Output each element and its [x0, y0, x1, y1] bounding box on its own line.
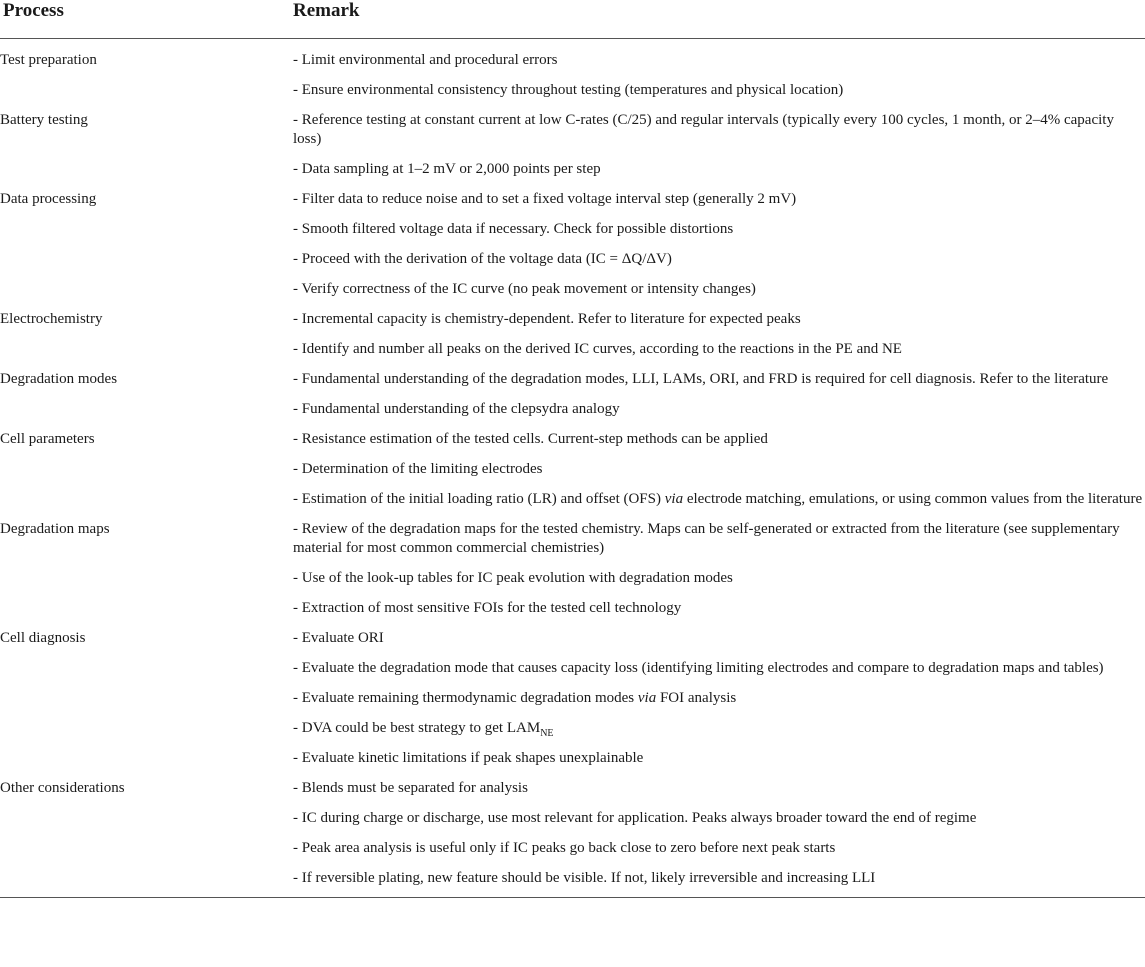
process-cell: Data processing [0, 191, 97, 207]
process-cell: Cell diagnosis [0, 630, 86, 646]
remark-cell: - Incremental capacity is chemistry-dependent. Refer to literature for expected peaks [293, 311, 801, 327]
remark-cell: - Limit environmental and procedural errors [293, 52, 558, 68]
table-row [0, 594, 1145, 624]
table-row [0, 335, 1145, 365]
process-cell-empty [0, 275, 293, 305]
table-row [0, 774, 1145, 804]
process-cell-empty [0, 455, 293, 485]
remark-cell: - Proceed with the derivation of the voltage data (IC = ΔQ/ΔV) [293, 251, 672, 267]
table-row [0, 804, 1145, 834]
process-cell-empty [0, 804, 293, 834]
remark-cell: - Estimation of the initial loading ratio (LR) and offset (OFS) via electrode matching, emulations, or using common values from the literature [293, 491, 1143, 507]
header-remark: Remark [293, 0, 1145, 39]
process-cell-empty [0, 245, 293, 275]
remark-cell: - Review of the degradation maps for the tested chemistry. Maps can be self-generated or extracted from the literature (see supplementary material for most common commercial chemistries) [293, 521, 1120, 556]
remark-cell: - Peak area analysis is useful only if IC peaks go back close to zero before next peak starts [293, 840, 836, 856]
table-row [0, 425, 1145, 455]
process-cell-empty [0, 684, 293, 714]
remark-cell: - IC during charge or discharge, use most relevant for application. Peaks always broader toward the end of regime [293, 810, 977, 826]
table-row [0, 485, 1145, 515]
process-cell-empty [0, 335, 293, 365]
process-cell-empty [0, 714, 293, 744]
table-row [0, 684, 1145, 714]
process-cell: Degradation maps [0, 521, 110, 537]
remark-cell: - Extraction of most sensitive FOIs for the tested cell technology [293, 600, 682, 616]
remark-cell: - Evaluate remaining thermodynamic degradation modes via FOI analysis [293, 690, 737, 706]
process-cell: Test preparation [0, 52, 97, 68]
process-cell-empty [0, 155, 293, 185]
table-row [0, 39, 1145, 77]
remark-cell: - Use of the look-up tables for IC peak evolution with degradation modes [293, 570, 733, 586]
table-row [0, 564, 1145, 594]
table-body [0, 39, 1145, 895]
remark-cell: - Ensure environmental consistency throughout testing (temperatures and physical location) [293, 82, 844, 98]
process-cell-empty [0, 594, 293, 624]
remark-cell: - Data sampling at 1–2 mV or 2,000 points per step [293, 161, 601, 177]
table-row [0, 76, 1145, 106]
process-cell: Battery testing [0, 112, 88, 128]
process-cell-empty [0, 76, 293, 106]
remark-cell: - Determination of the limiting electrodes [293, 461, 543, 477]
table-row [0, 215, 1145, 245]
process-cell: Degradation modes [0, 371, 118, 387]
process-cell-empty [0, 215, 293, 245]
remark-cell: - If reversible plating, new feature should be visible. If not, likely irreversible and increasing LLI [293, 870, 876, 886]
process-cell: Cell parameters [0, 431, 95, 447]
table-header [0, 0, 1145, 39]
process-cell: Electrochemistry [0, 311, 103, 327]
table-row [0, 864, 1145, 894]
table-row [0, 155, 1145, 185]
table-row [0, 106, 1145, 155]
process-cell-empty [0, 564, 293, 594]
remark-cell: - Fundamental understanding of the clepsydra analogy [293, 401, 620, 417]
process-cell-empty [0, 744, 293, 774]
remark-cell: - Reference testing at constant current at low C-rates (C/25) and regular intervals (typically every 100 cycles, 1 month, or 2–4% capacity loss) [293, 112, 1114, 147]
table-row [0, 654, 1145, 684]
table-row [0, 714, 1145, 744]
process-cell: Other considerations [0, 780, 125, 796]
remark-cell: - Blends must be separated for analysis [293, 780, 528, 796]
table-row [0, 744, 1145, 774]
table-row [0, 245, 1145, 275]
remark-cell: - Fundamental understanding of the degradation modes, LLI, LAMs, ORI, and FRD is required for cell diagnosis. Refer to the literature [293, 371, 1109, 387]
table-row [0, 275, 1145, 305]
remark-cell: - Identify and number all peaks on the derived IC curves, according to the reactions in the PE and NE [293, 341, 902, 357]
table-row [0, 455, 1145, 485]
remark-cell: - Evaluate the degradation mode that causes capacity loss (identifying limiting electrodes and compare to degradation maps and tables) [293, 660, 1104, 676]
remark-cell: - Smooth filtered voltage data if necessary. Check for possible distortions [293, 221, 734, 237]
process-cell-empty [0, 485, 293, 515]
remark-cell: - Evaluate kinetic limitations if peak shapes unexplainable [293, 750, 644, 766]
table-row [0, 305, 1145, 335]
remark-cell: - Verify correctness of the IC curve (no peak movement or intensity changes) [293, 281, 756, 297]
bottom-rule [0, 897, 1145, 898]
remark-cell: - Resistance estimation of the tested cells. Current-step methods can be applied [293, 431, 768, 447]
process-cell-empty [0, 395, 293, 425]
table-row [0, 515, 1145, 564]
table-row [0, 395, 1145, 425]
remark-cell: - DVA could be best strategy to get $LAM_{NE}$ [293, 720, 554, 739]
table-row [0, 365, 1145, 395]
remark-cell: - Evaluate ORI [293, 630, 384, 646]
process-cell-empty [0, 864, 293, 894]
process-cell-empty [0, 654, 293, 684]
table-row [0, 834, 1145, 864]
table-row [0, 624, 1145, 654]
header-process: Process [0, 0, 293, 39]
process-cell-empty [0, 834, 293, 864]
table-row [0, 185, 1145, 215]
remark-cell: - Filter data to reduce noise and to set a fixed voltage interval step (generally 2 mV) [293, 191, 797, 207]
